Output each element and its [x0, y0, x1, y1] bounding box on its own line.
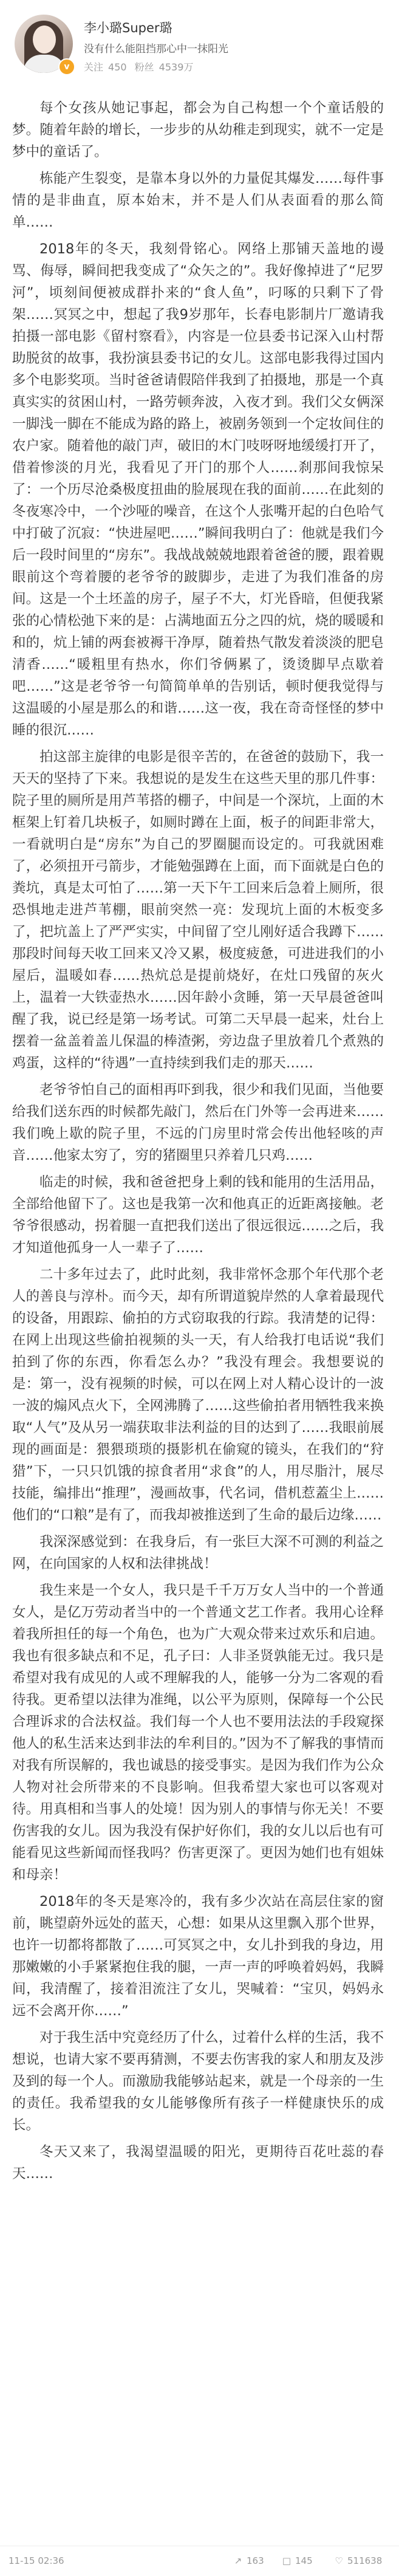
article-paragraph: 我生来是一个女人，我只是千千万万女人当中的一个普通女人，是亿万劳动者当中的一个普通文艺工作者。我用心诠释着我所担任的每一个角色，也为广大观众带来过欢乐和启迪。我也有很多缺点和不足，孔子曰：人非圣贤孰能无过。我只是希望对我有成见的人或不理解我的人，能够一分为二客观的看待我。更希望以法律为准绳，以公平为原则，保障每一个公民合理诉求的合法权益。我们每一个人也不要用法法的手段窥探他人的私生活来达到非法的牟利目的。”因为不了解我的事情而对我有所误解的，我也诚恳的接受事实。是因为我们作为公众人物对社会所带来的不良影响。但我希望大家也可以客观对待。用真相和当事人的处境！因为别人的事情与你无关！不要伤害我的女儿。因为我没有保护好你们，我的女儿以后也有可能看见这些新闻而怪我吗？伤害更深了。更因为她们也有姐妹和母亲！ [12, 1583, 384, 1883]
article-paragraph: 二十多年过去了，此时此刻，我非常怀念那个年代那个老人的善良与淳朴。而今天，却有所谓道貌岸然的人拿着最现代的设备，用跟踪、偷拍的方式窃取我的行踪。我清楚的记得：在网上出现这些偷拍视频的头一天，有人给我打电话说“我们拍到了你的东西，你看怎么办？”我没有理会。我想要说的是：第一，没有视频的时候，可以在网上对人精心设计的一波一波的煽风点火下，全网沸腾了……这些偷拍者用牺牲我来换取“人气”及从另一端获取非法利益的目的达到了……我眼前展现的画面是：猥猥琐琐的摄影机在偷窥的镜头，在我们的“狩猎”下，一只只饥饿的掠食者用“求食”的人，用尽脂汁，展尽技能，编排出“推理”，漫画故事，代名词，借机惹蓋尘上……他们的“口粮”是有了，而我却被推送到了生命的最后边缘…… [12, 1267, 384, 1523]
like-count: 511638 [347, 2555, 383, 2566]
profile-header [0, 0, 399, 91]
like-button[interactable] [334, 2555, 382, 2566]
comment-icon: □ [282, 2555, 292, 2566]
share-count: 163 [247, 2555, 264, 2566]
like-icon: ♡ [335, 2555, 343, 2566]
profile-stats [84, 60, 198, 74]
share-icon: ↗ [234, 2555, 242, 2566]
fans-label: 粉丝 [134, 61, 154, 73]
article-paragraph: 2018年的冬天，我刻骨铭心。网络上那铺天盖地的谩骂、侮辱，瞬间把我变成了“众矢之的”。我好像掉进了“尼罗河”，顷刻间便被成群扑来的“食人鱼”，叼啄的只剩下了骨架……冥冥之中，想起了我9岁那年，长春电影制片厂邀请我拍摄一部电影《留村察看》，内容是一位县委书记深入山村帮助脱贫的故事，我扮演县委书记的女儿。这部电影我得过国内多个电影奖项。当时爸爸请假陪伴我到了拍摄地，那是一个真真实实的贫困山村，一路劳顿奔波，入夜才到。我们父女俩深一脚浅一脚在不能成为路的路上，被剧务领到一个定妆间住的农户家。随着他的敲门声，破旧的木门吱呀呀地缓缓打开了，借着惨淡的月光，我看见了开门的那个人……刹那间我惊呆了：一个历尽沧桑极度扭曲的脸展现在我的面前……在此刻的冬夜寒冷中，一个沙哑的噪音，在这个人张嘴开起的白色哈气中打破了沉寂：“快进屋吧……”瞬间我明白了：他就是我们今后一段时间里的“房东”。我战战兢兢地跟着爸爸的腰，跟着覞眼前这个弯着腰的老爷爷的跛脚步，走进了为我们准备的房间。这是一个土坯盖的房子，屋子不大，灯光昏暗，但便我紧张的心情松弛下来的是：占满地面五分之四的炕，烧的暖暖和和的，炕上铺的两套被褥干净厚，随着热气散发着淡淡的肥皂清香……“暖粗里有热水，你们爷俩累了，烫烫脚早点歇着吧……”这是老爷爷一句简简单单的告别话，顿时便我觉得与这温暖的小屋是那么的和谐……这一夜，我在奇奇怪怪的梦中睡的很沉…… [12, 241, 384, 738]
share-button[interactable] [233, 2555, 264, 2566]
article-paragraph: 栋能产生裂变，是靠本身以外的力量促其爆发……每件事情的是非曲直，原本始末，并不是人们从表面看的那么简单…… [12, 171, 384, 230]
article-paragraph: 老爷爷怕自己的面相再吓到我，很少和我们见面，当他要给我们送东西的时候都先敲门，然后在门外等一会再进来……我们晚上歇的院子里，不远的门房里时常会传出他轻咳的声音……他家太穷了，穷的猪圈里只养着几只鸡…… [12, 1082, 384, 1163]
avatar-face [33, 26, 56, 53]
comment-button[interactable] [282, 2555, 313, 2566]
article-body [12, 97, 384, 2185]
follow-count[interactable]: 450 [108, 61, 127, 73]
post-footer [0, 2546, 399, 2576]
profile-bio: 没有什么能阻挡那心中一抹阳光 [84, 43, 228, 55]
article-paragraph: 2018年的冬天是寒冷的，我有多少次站在高层住家的窗前，眺望蔚外远处的蓝天，心想：如果从这里飘入那个世界，也许一切都将都散了……可冥冥之中，女儿扑到我的身边，用那嫩嫩的小手紧紧抱住我的腿，一声一声的呼唤着妈妈，我瞬间，我清醒了，接着泪流注了女儿，哭喊着：“宝贝，妈妈永远不会离开你……” [12, 1894, 384, 2019]
article-paragraph: 每个女孩从她记事起，都会为自己构想一个个童话般的梦。随着年龄的增长，一步步的从幼稚走到现实，就不一定是梦中的童话了。 [12, 100, 384, 160]
article-paragraph: 拍这部主旋律的电影是很辛苦的，在爸爸的鼓励下，我一天天的坚持了下来。我想说的是发生在这些天里的那几件事：院子里的厕所是用芦苇搭的棚子，中间是一个深坑，上面的木框架上钉着几块板子，如厕时蹲在上面，板子的间距非常大，一看就明白是“房东”为自己的罗圈腿而设定的。可我就困难了，必须扭开弓箭步，才能勉强蹲在上面，而下面就是白色的粪坑，真是太可怕了……第一天下午工回来后急着上厕所，很恐惧地走进芦苇棚，眼前突然一亮：发现坑上面的木板变多了，把坑盖上了严严实实，中间留了空儿刚好适合我蹲下……那段时间每天收工回来又冷又累，极度疲惫，可进进我们的小屋后，温暖如春……热炕总是提前烧好，在灶口残留的灰火上，温着一大铁壶热水……因年龄小贪睡，第一天早晨爸爸叫醒了我，说已经是第一场考试。可第二天早晨一起来，灶台上摆着一盆盖着盖儿保温的棒渣粥，旁边盘子里放着几个煮熟的鸡蛋，这样的“待遇”一直持续到我们走的那天…… [12, 749, 384, 1071]
article-paragraph: 对于我生活中究竟经历了什么，过着什么样的生活，我不想说，也请大家不要再猜测，不要去伤害我的家人和朋友及涉及到的每一个人。而激励我能够站起来，就是一个母亲的一生的责任。我希望我的女儿能够像所有孩子一样健康快乐的成长。 [12, 2030, 384, 2133]
profile-name[interactable]: 李小璐Super璐 [84, 21, 172, 35]
article-paragraph: 临走的时候，我和爸爸把身上剩的钱和能用的生活用品，全部给他留下了。这也是我第一次和他真正的近距离接触。老爷爷很感动，拐着腿一直把我们送出了很远很远……之后，我才知道他孤身一人一辈子了…… [12, 1174, 384, 1256]
article-paragraph: 我深深感觉到：在我身后，有一张巨大深不可测的利益之网，在向国家的人权和法律挑战！ [12, 1534, 384, 1572]
follow-label: 关注 [84, 61, 104, 73]
post-date: 11-15 02:36 [9, 2555, 64, 2566]
verified-badge-icon: v [58, 58, 75, 75]
article-paragraph: 冬天又来了，我渴望温暖的阳光，更期待百花吐蕊的春天…… [12, 2144, 384, 2182]
comment-count: 145 [295, 2555, 313, 2566]
fans-count[interactable]: 4539万 [159, 61, 194, 73]
